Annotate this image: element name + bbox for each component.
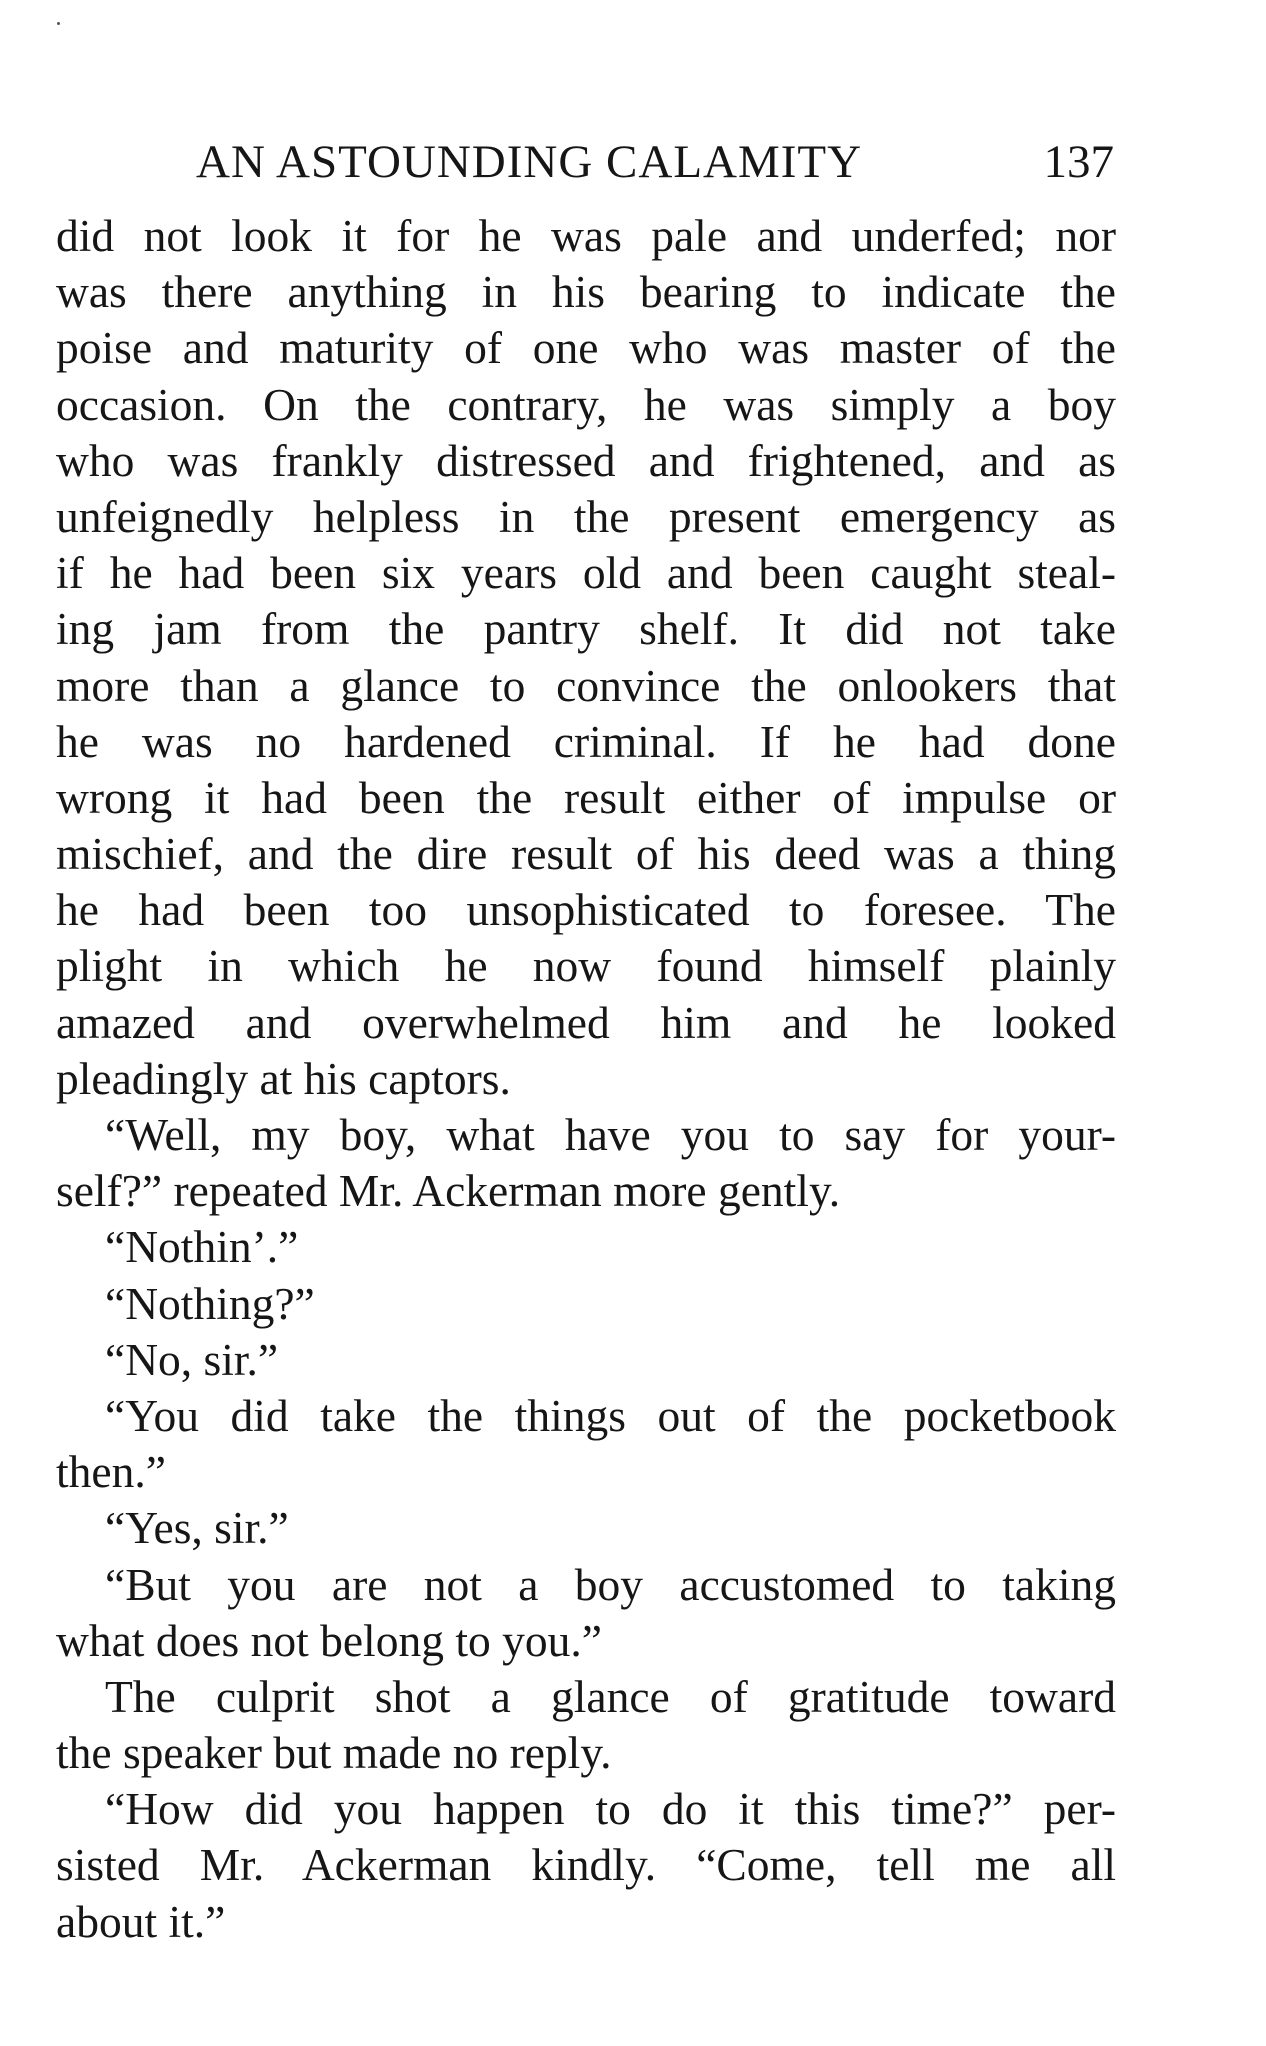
text-line: about it.” xyxy=(56,1895,226,1947)
text-line: was there anything in his bearing to indicate the xyxy=(56,266,1116,318)
text-line: wrong it had been the result either of impulse or xyxy=(56,771,1116,823)
text-line: if he had been six years old and been caught steal- xyxy=(56,547,1116,599)
speck-mark xyxy=(57,22,60,25)
running-head xyxy=(196,132,1114,192)
page-number: 137 xyxy=(1043,136,1114,188)
text-line: the speaker but made no reply. xyxy=(56,1727,612,1779)
text-line: The culprit shot a glance of gratitude toward xyxy=(105,1670,1116,1722)
text-line: he was no hardened criminal. If he had done xyxy=(56,715,1116,767)
text-line: more than a glance to convince the onlookers that xyxy=(56,659,1116,711)
text-line: “Yes, sir.” xyxy=(105,1502,289,1554)
text-line: sisted Mr. Ackerman kindly. “Come, tell me all xyxy=(56,1839,1116,1891)
text-line: “You did take the things out of the pocketbook xyxy=(105,1389,1116,1441)
text-line: amazed and overwhelmed him and he looked xyxy=(56,996,1116,1048)
text-line: mischief, and the dire result of his deed was a thing xyxy=(56,828,1116,880)
text-line: unfeignedly helpless in the present emergency as xyxy=(56,490,1116,542)
text-line: then.” xyxy=(56,1446,166,1498)
text-line: plight in which he now found himself plainly xyxy=(56,940,1116,992)
text-line: “Nothing?” xyxy=(105,1277,315,1329)
text-line: pleadingly at his captors. xyxy=(56,1052,511,1104)
text-line: ing jam from the pantry shelf. It did not take xyxy=(56,603,1116,655)
running-title: AN ASTOUNDING CALAMITY xyxy=(196,136,863,188)
text-line: what does not belong to you.” xyxy=(56,1614,602,1666)
text-line: self?” repeated Mr. Ackerman more gently. xyxy=(56,1165,841,1217)
text-line: who was frankly distressed and frightened, and as xyxy=(56,434,1116,486)
text-line: “No, sir.” xyxy=(105,1333,279,1385)
text-line: did not look it for he was pale and underfed; nor xyxy=(56,210,1116,261)
text-line: poise and maturity of one who was master of the xyxy=(56,322,1116,374)
text-line: “How did you happen to do it this time?” per- xyxy=(105,1783,1116,1835)
text-line: “But you are not a boy accustomed to taking xyxy=(105,1558,1116,1610)
body-text xyxy=(56,208,1116,1950)
text-line: “Well, my boy, what have you to say for your- xyxy=(105,1109,1116,1160)
text-line: “Nothin’.” xyxy=(105,1221,299,1273)
text-line: occasion. On the contrary, he was simply a boy xyxy=(56,378,1116,430)
text-line: he had been too unsophisticated to foresee. The xyxy=(56,884,1116,936)
